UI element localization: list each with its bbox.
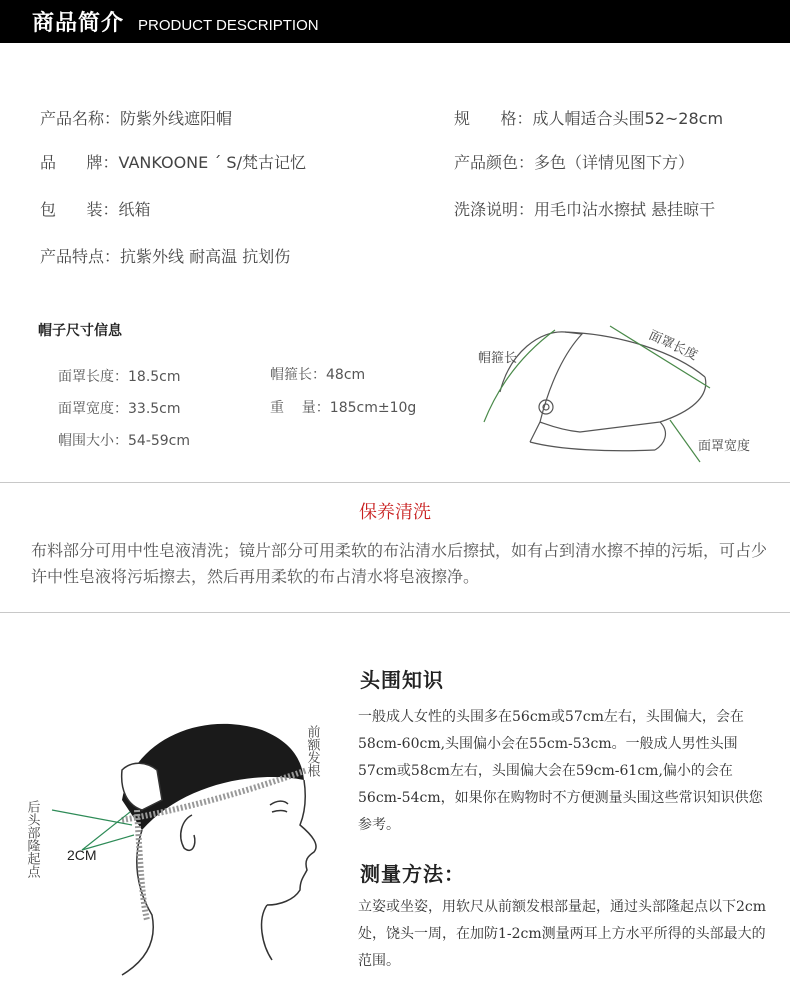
size-weight: 重 量：185cm±10g	[270, 400, 417, 416]
visor-label-width: 面罩宽度	[698, 439, 751, 454]
spec-wash-value: 用毛巾沾水擦拭 悬挂晾干	[534, 200, 716, 219]
size-mask-length: 面罩长度：18.5cm	[58, 369, 181, 385]
spec-size-label: 规 格：	[454, 109, 533, 128]
spec-name-value: 防紫外线遮阳帽	[120, 109, 233, 128]
spec-brand	[40, 150, 306, 173]
spec-size-value: 成人帽适合头围52~28cm	[532, 109, 724, 128]
spec-package	[40, 197, 151, 220]
spec-color-label: 产品颜色：	[454, 153, 535, 172]
visor-label-length: 面罩长度	[646, 328, 700, 364]
spec-wash-label: 洗涤说明：	[454, 200, 535, 219]
spec-package-label: 包 装：	[40, 200, 119, 219]
knowledge-title: 头围知识	[360, 668, 444, 692]
header-title-cn: 商品简介	[32, 11, 125, 36]
head-diagram	[22, 700, 342, 990]
knowledge-text: 一般成人女性的头围多在56cm或57cm左右，头围偏大，会在58cm-60cm,头围偏小会在55cm-53cm。一般成人男性头围57cm或58cm左右，头围偏大会在59cm-61cm,偏小的会在56cm-54cm，如果你在购物时不方便测量头围这些常识知识供您参考。	[358, 709, 763, 833]
size-info-title: 帽子尺寸信息	[38, 323, 122, 339]
spec-feature-label: 产品特点：	[40, 247, 121, 266]
spec-color-value: 多色（详情见图下方）	[534, 153, 695, 172]
header-title-en: PRODUCT DESCRIPTION	[138, 17, 319, 34]
header-bar	[0, 0, 790, 43]
size-head-size: 帽围大小：54-59cm	[58, 433, 191, 449]
spec-size	[454, 106, 723, 129]
spec-package-value: 纸箱	[118, 200, 151, 219]
head-label-2cm: 2CM	[67, 847, 97, 863]
spec-name-label: 产品名称：	[40, 109, 121, 128]
divider-1	[0, 482, 790, 483]
size-mask-width: 面罩宽度：33.5cm	[58, 401, 181, 417]
care-text: 布料部分可用中性皂液清洗；镜片部分可用柔软的布沾清水后擦拭，如有占到清水擦不掉的污垢，可占少许中性皂液将污垢擦去，然后再用柔软的布占清水将皂液擦净。	[31, 541, 768, 586]
visor-label-band: 帽箍长	[478, 351, 518, 366]
size-band-length: 帽箍长：48cm	[270, 367, 366, 383]
head-label-front: 前额发根	[304, 725, 320, 777]
spec-brand-label: 品 牌：	[40, 153, 119, 172]
divider-2	[0, 612, 790, 613]
spec-name	[40, 106, 232, 129]
spec-feature	[40, 244, 290, 267]
spec-wash	[454, 197, 715, 220]
visor-diagram	[470, 312, 770, 472]
spec-feature-value: 抗紫外线 耐高温 抗划伤	[120, 247, 291, 266]
method-title: 测量方法：	[360, 862, 465, 886]
method-text: 立姿或坐姿，用软尺从前额发根部量起，通过头部隆起点以下2cm处，饶头一周，在加防1-2cm测量两耳上方水平所得的头部最大的范围。	[358, 899, 767, 969]
spec-color	[454, 150, 694, 173]
care-title: 保养清洗	[359, 502, 431, 523]
spec-brand-value: VANKOONE ´ S/梵古记忆	[118, 153, 306, 172]
head-label-back: 后头部隆起点	[24, 800, 40, 878]
